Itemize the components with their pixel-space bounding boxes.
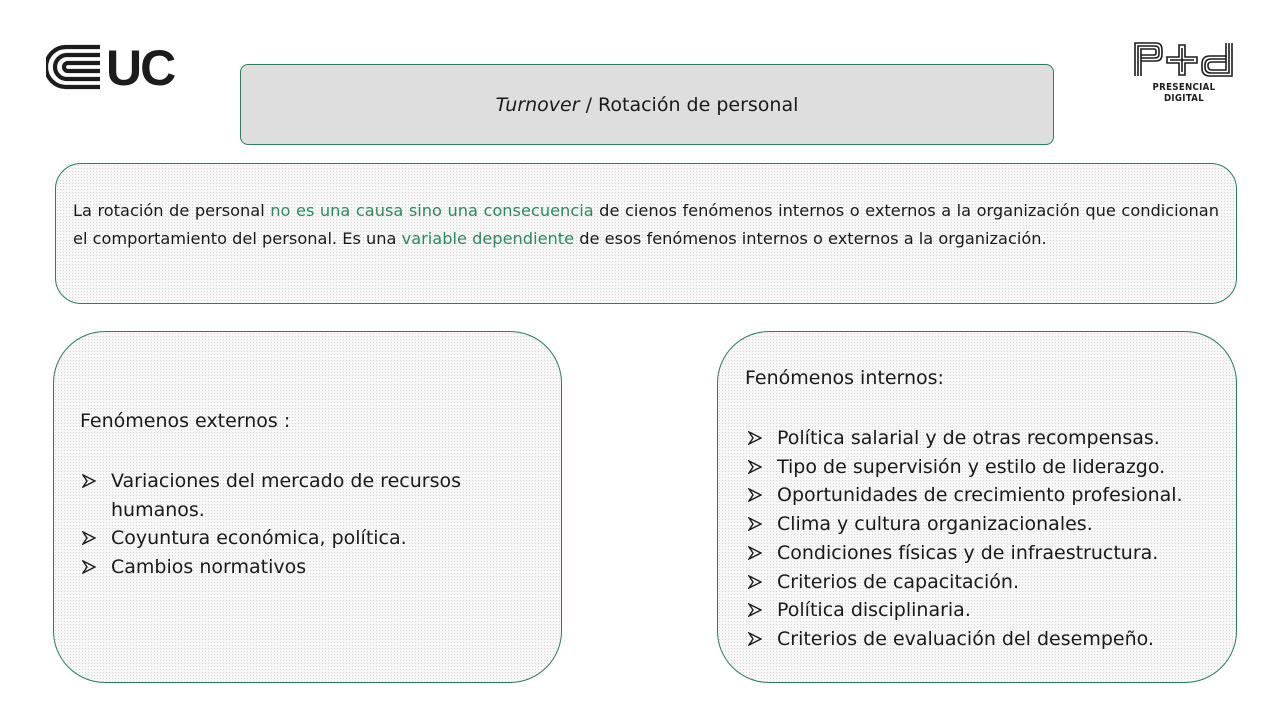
list-item: Política salarial y de otras recompensas.: [748, 424, 1228, 453]
arrow-bullet-icon: [748, 603, 762, 617]
arrow-bullet-icon: [748, 517, 762, 531]
external-title: Fenómenos externos :: [80, 410, 291, 432]
arrow-bullet-icon: [82, 560, 96, 574]
definition-highlight-1: no es una causa sino una consecuencia: [270, 201, 594, 220]
arrow-bullet-icon: [748, 575, 762, 589]
definition-box: [55, 163, 1237, 304]
definition-part-3: de esos fenómenos internos o externos a la organización.: [574, 228, 1047, 248]
external-list: [82, 467, 502, 582]
definition-part-1: La rotación de personal: [73, 201, 271, 220]
arrow-bullet-icon: [82, 474, 96, 488]
title-italic: Turnover: [495, 93, 580, 116]
internal-title: Fenómenos internos:: [745, 367, 944, 389]
pd-logo-subtitle: PRESENCIAL DIGITAL: [1152, 82, 1216, 104]
internal-list: [748, 424, 1228, 654]
list-item: Coyuntura económica, política.: [82, 524, 502, 553]
title-rest: / Rotación de personal: [579, 93, 799, 116]
list-item: Criterios de evaluación del desempeño.: [748, 625, 1228, 654]
uc-logo-text: UC: [106, 40, 175, 96]
arrow-bullet-icon: [748, 431, 762, 445]
arrow-bullet-icon: [748, 546, 762, 560]
definition-highlight-2: variable dependiente: [401, 228, 575, 248]
list-item: Tipo de supervisión y estilo de liderazgo.: [748, 453, 1228, 482]
list-item: Condiciones físicas y de infraestructura.: [748, 539, 1228, 568]
list-item: Criterios de capacitación.: [748, 568, 1228, 597]
definition-part-2: de cienos fenómenos internos o externos a la organización que condicionan el comportamiento del personal. Es una: [73, 201, 1219, 248]
list-item: Clima y cultura organizacionales.: [748, 510, 1228, 539]
list-item: Cambios normativos: [82, 553, 502, 582]
page-title: [240, 64, 1054, 145]
external-phenomena-box: [53, 331, 562, 683]
arrow-bullet-icon: [748, 460, 762, 474]
list-item: Variaciones del mercado de recursos humanos.: [82, 467, 502, 524]
pd-mark-icon: [1132, 40, 1236, 78]
list-item: Política disciplinaria.: [748, 596, 1228, 625]
arrow-bullet-icon: [748, 632, 762, 646]
list-item: Oportunidades de crecimiento profesional.: [748, 481, 1228, 510]
internal-phenomena-box: [717, 331, 1237, 683]
uc-emblem-icon: [46, 44, 102, 90]
arrow-bullet-icon: [82, 531, 96, 545]
definition-text: [73, 197, 1219, 252]
uc-logo: [46, 40, 188, 96]
arrow-bullet-icon: [748, 488, 762, 502]
pd-logo: [1132, 40, 1236, 104]
